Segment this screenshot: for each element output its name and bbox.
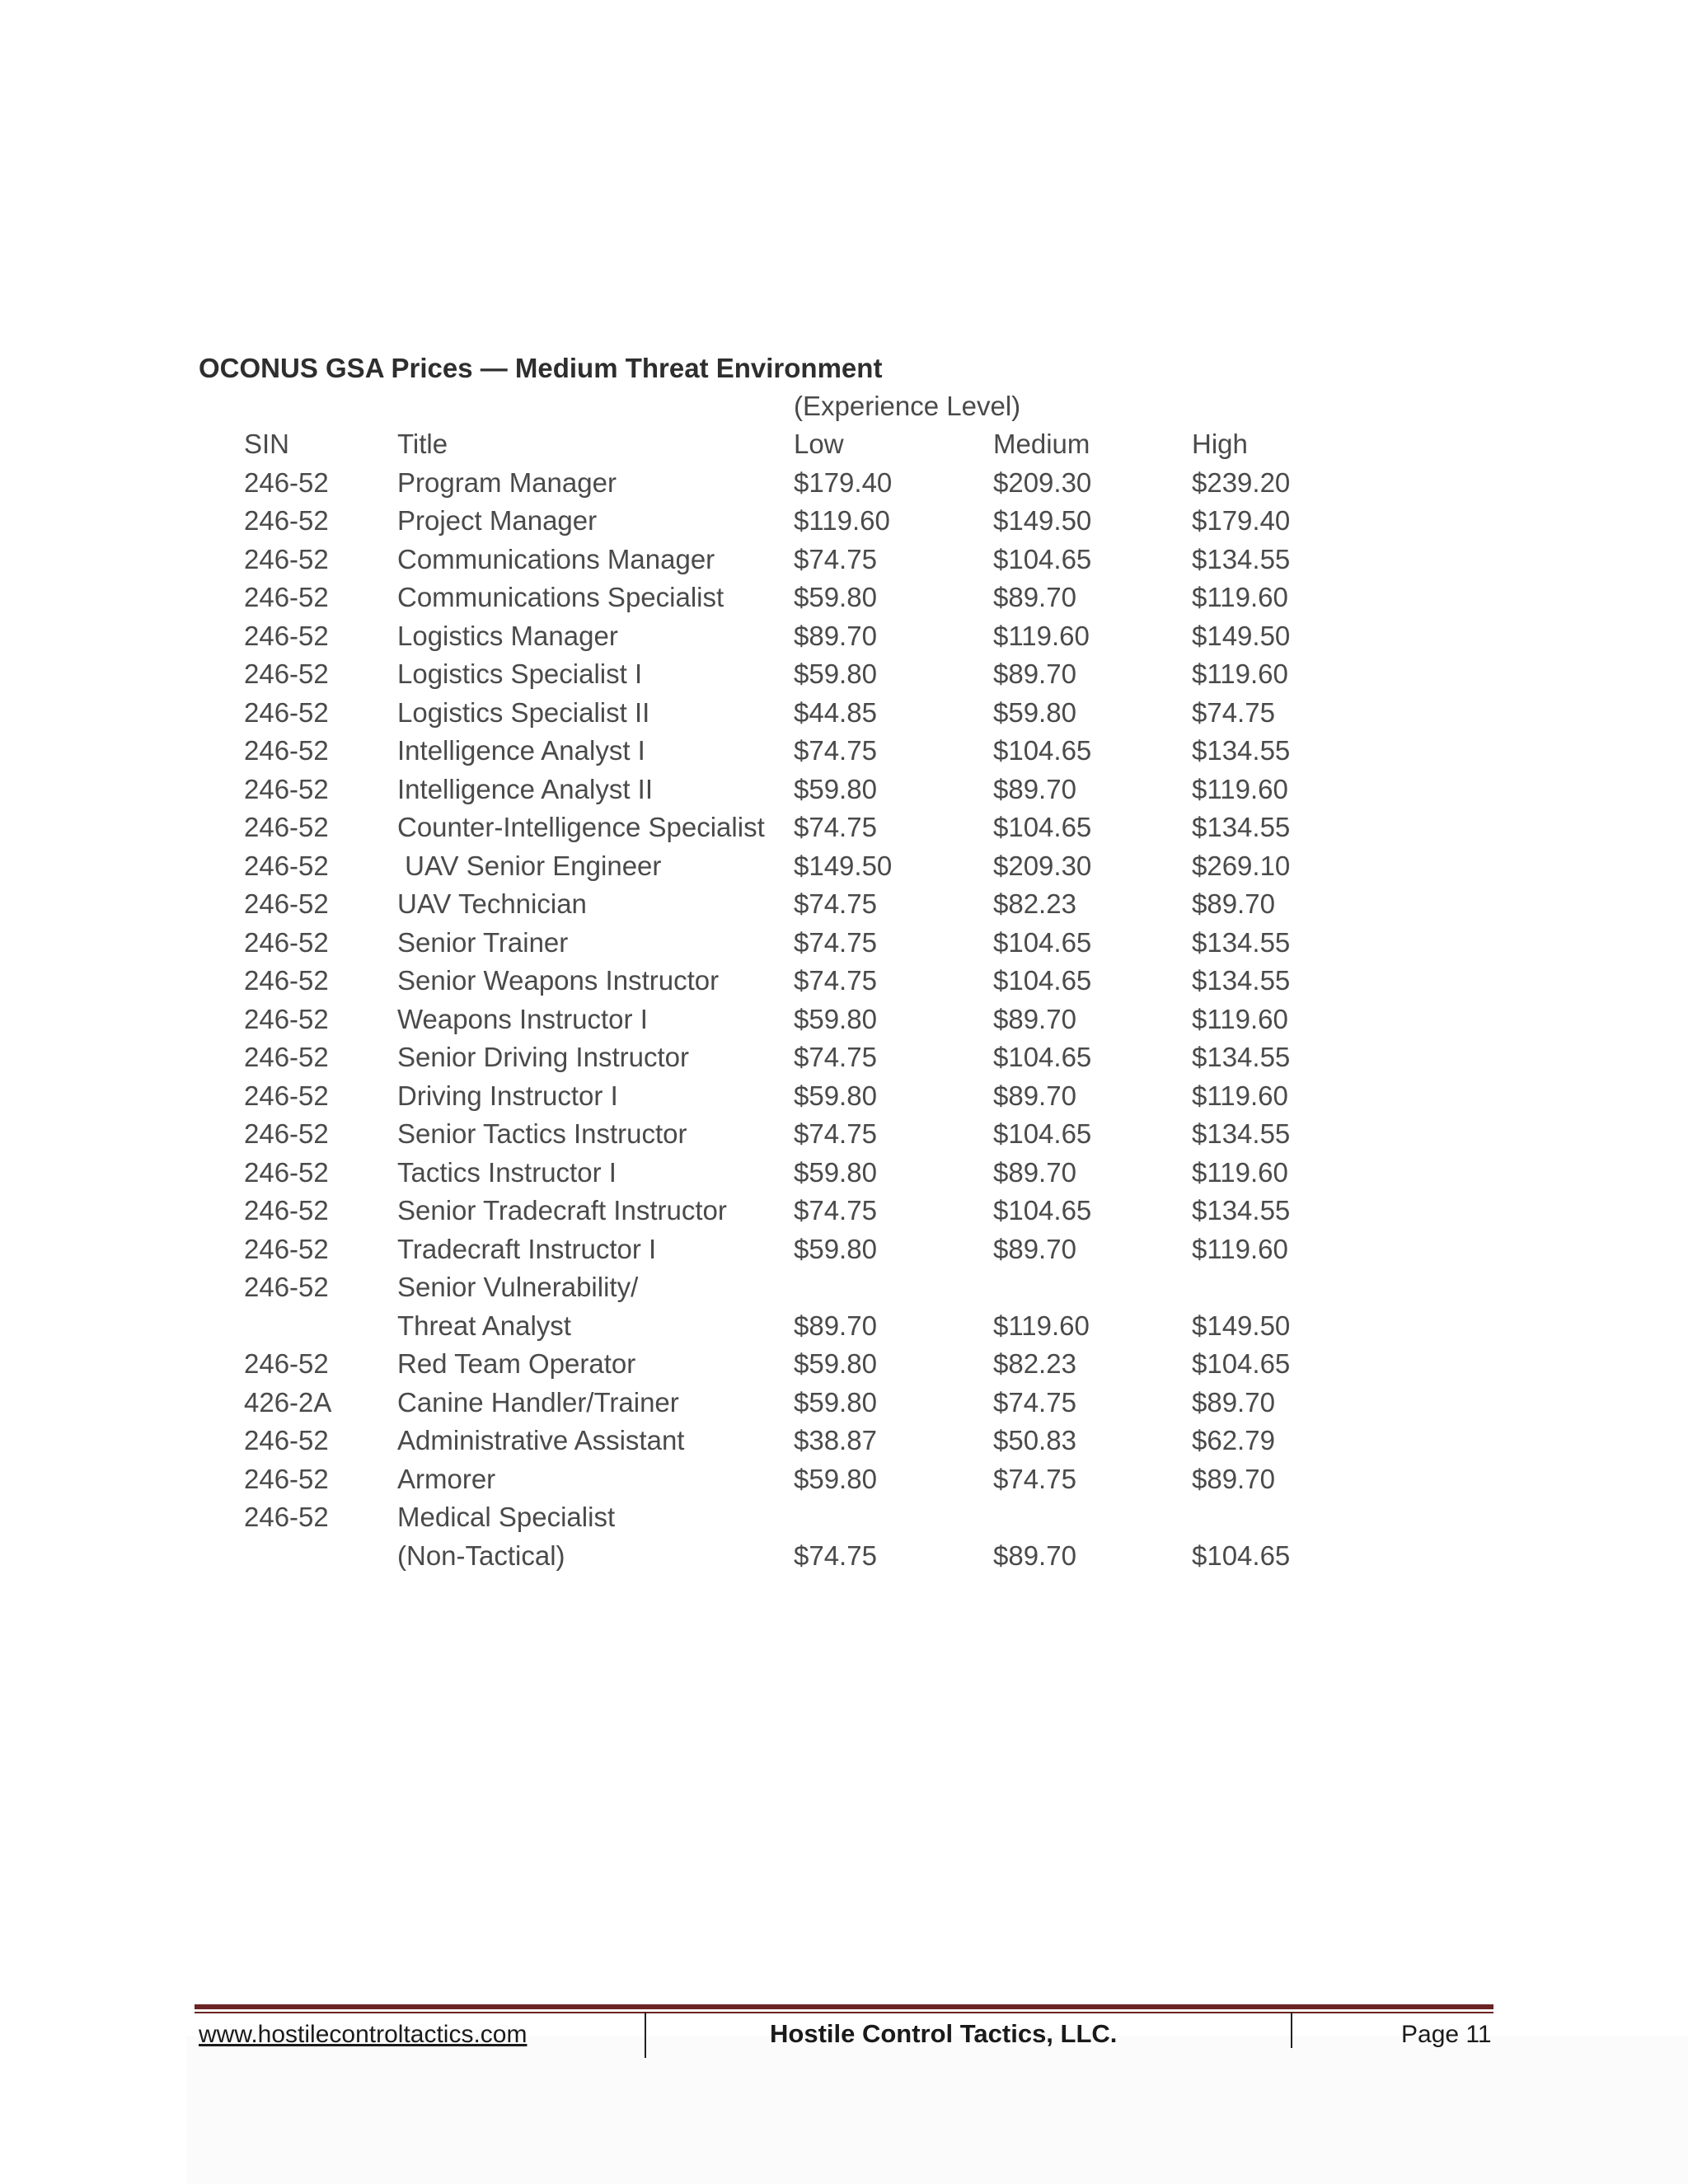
table-row [244,655,1332,694]
table-row [244,1115,1332,1154]
cell-sin: 246-52 [244,1156,329,1188]
cell-medium: $209.30 [993,850,1092,881]
cell-medium: $89.70 [993,1233,1076,1264]
cell-low: $89.70 [794,620,877,651]
cell-medium: $104.65 [993,1195,1092,1226]
cell-high: $119.60 [1192,1003,1288,1034]
cell-sin: 246-52 [244,1195,329,1226]
cell-sin: 246-52 [244,1463,329,1494]
cell-medium: $82.23 [993,888,1076,919]
cell-medium: $59.80 [993,696,1076,728]
table-row [244,1001,1332,1039]
cell-high: $119.60 [1192,1080,1288,1111]
page-shadow-area [186,2036,1688,2184]
cell-high: $179.40 [1192,505,1291,536]
cell-title: Counter-Intelligence Specialist [397,812,765,842]
document-title: OCONUS GSA Prices — Medium Threat Environment [199,353,883,383]
cell-title: Communications Specialist [397,582,724,612]
header-title: Title [397,429,448,459]
cell-sin: 246-52 [244,1425,329,1455]
cell-low: $74.75 [794,1042,877,1072]
cell-high: $134.55 [1192,1195,1291,1226]
table-row [244,1154,1332,1193]
cell-high: $119.60 [1192,773,1288,804]
cell-medium: $104.65 [993,1118,1092,1149]
table-row [244,1345,1332,1384]
cell-sin: 246-52 [244,773,329,804]
cell-high: $119.60 [1192,1156,1288,1188]
cell-medium: $89.70 [993,1540,1076,1571]
table-row [244,771,1332,809]
cell-high: $104.65 [1192,1348,1291,1379]
cell-title: Tactics Instructor I [397,1156,617,1188]
cell-sin: 246-52 [244,1118,329,1149]
cell-medium: $82.23 [993,1348,1076,1379]
cell-title: Senior Vulnerability/ [397,1272,639,1302]
cell-high: $119.60 [1192,582,1288,612]
table-row [244,617,1332,656]
cell-title: UAV Technician [397,888,587,919]
cell-title: Logistics Specialist II [397,696,650,728]
table-row [244,1307,1332,1346]
cell-sin: 246-52 [244,696,329,728]
table-row [244,464,1332,503]
cell-low: $59.80 [794,1348,877,1379]
cell-medium: $74.75 [993,1463,1076,1494]
cell-title: Intelligence Analyst I [397,735,645,766]
cell-title: Intelligence Analyst II [397,773,654,804]
cell-title: Senior Trainer [397,926,569,958]
cell-high: $134.55 [1192,735,1291,766]
cell-sin: 246-52 [244,965,329,996]
cell-sin: 246-52 [244,505,329,536]
cell-low: $89.70 [794,1310,877,1341]
header-sin: SIN [244,429,290,459]
cell-high: $74.75 [1192,696,1275,728]
cell-medium: $89.70 [993,1080,1076,1111]
cell-low: $44.85 [794,696,877,728]
cell-low: $74.75 [794,1540,877,1571]
cell-medium: $104.65 [993,1042,1092,1072]
cell-high: $104.65 [1192,1540,1291,1571]
table-row [244,541,1332,579]
footer-divider-right [1291,2012,1292,2048]
cell-title: (Non-Tactical) [397,1540,565,1571]
table-row [244,1268,1332,1307]
cell-sin: 246-52 [244,658,329,689]
cell-high: $149.50 [1192,620,1291,651]
cell-title: Project Manager [397,505,598,536]
cell-sin: 246-52 [244,1003,329,1034]
cell-low: $74.75 [794,735,877,766]
header-low: Low [794,429,844,459]
cell-medium: $89.70 [993,1156,1076,1188]
table-row [244,847,1332,886]
cell-high: $134.55 [1192,812,1291,842]
cell-low: $59.80 [794,658,877,689]
cell-sin: 246-52 [244,1502,329,1532]
cell-title: UAV Senior Engineer [397,850,662,881]
cell-title: Threat Analyst [397,1310,571,1341]
cell-title: Driving Instructor I [397,1080,618,1111]
cell-high: $89.70 [1192,1386,1275,1418]
cell-low: $59.80 [794,1080,877,1111]
cell-low: $59.80 [794,1156,877,1188]
footer-rule-thin [195,2012,1493,2013]
table-row [244,1230,1332,1269]
cell-title: Medical Specialist [397,1502,616,1532]
table-row [244,962,1332,1001]
table-row [244,732,1332,771]
cell-medium: $104.65 [993,965,1092,996]
cell-high: $62.79 [1192,1425,1275,1455]
cell-low: $74.75 [794,888,877,919]
cell-sin: 246-52 [244,466,329,498]
cell-medium: $119.60 [993,620,1090,651]
cell-title: Senior Tradecraft Instructor [397,1195,727,1226]
cell-title: Weapons Instructor I [397,1003,648,1034]
cell-low: $74.75 [794,926,877,958]
cell-sin: 246-52 [244,888,329,919]
table-row [244,924,1332,963]
cell-title: Administrative Assistant [397,1425,685,1455]
cell-sin: 426-2A [244,1386,332,1418]
cell-low: $59.80 [794,1386,877,1418]
cell-medium: $104.65 [993,735,1092,766]
cell-low: $59.80 [794,582,877,612]
cell-high: $269.10 [1192,850,1291,881]
cell-title: Senior Weapons Instructor [397,965,720,996]
cell-high: $239.20 [1192,466,1291,498]
cell-low: $74.75 [794,1195,877,1226]
footer-divider-left [645,2012,646,2058]
cell-high: $89.70 [1192,888,1275,919]
cell-medium: $50.83 [993,1425,1076,1455]
cell-high: $119.60 [1192,1233,1288,1264]
cell-high: $134.55 [1192,1118,1291,1149]
cell-sin: 246-52 [244,850,329,881]
cell-high: $119.60 [1192,658,1288,689]
cell-low: $179.40 [794,466,893,498]
cell-title: Logistics Manager [397,620,618,651]
website-link[interactable]: www.hostilecontroltactics.com [199,2021,528,2048]
cell-high: $89.70 [1192,1463,1275,1494]
table-row [244,502,1332,541]
cell-medium: $89.70 [993,773,1076,804]
cell-low: $149.50 [794,850,893,881]
cell-sin: 246-52 [244,812,329,842]
cell-sin: 246-52 [244,1348,329,1379]
cell-title: Senior Driving Instructor [397,1042,689,1072]
cell-high: $134.55 [1192,1042,1291,1072]
cell-low: $119.60 [794,505,890,536]
cell-low: $74.75 [794,1118,877,1149]
cell-high: $134.55 [1192,965,1291,996]
experience-level-label: (Experience Level) [794,391,1021,421]
cell-title: Program Manager [397,466,617,498]
table-row [244,694,1332,733]
cell-title: Tradecraft Instructor I [397,1233,657,1264]
table-row [244,1460,1332,1499]
table-header-row [244,425,1332,464]
cell-sin: 246-52 [244,582,329,612]
cell-sin: 246-52 [244,735,329,766]
cell-medium: $149.50 [993,505,1092,536]
cell-low: $59.80 [794,1233,877,1264]
cell-low: $74.75 [794,812,877,842]
table-row [244,808,1332,847]
cell-medium: $89.70 [993,582,1076,612]
cell-low: $38.87 [794,1425,877,1455]
cell-title: Senior Tactics Instructor [397,1118,687,1149]
cell-sin: 246-52 [244,543,329,574]
cell-high: $134.55 [1192,926,1291,958]
cell-title: Armorer [397,1463,496,1494]
header-medium: Medium [993,429,1090,459]
cell-medium: $104.65 [993,926,1092,958]
cell-low: $59.80 [794,773,877,804]
cell-sin: 246-52 [244,620,329,651]
page-number: Page 11 [1401,2021,1492,2048]
price-table [244,425,1332,1575]
cell-low: $59.80 [794,1463,877,1494]
cell-sin: 246-52 [244,926,329,958]
cell-medium: $104.65 [993,812,1092,842]
table-row [244,1498,1332,1537]
cell-high: $134.55 [1192,543,1291,574]
cell-low: $74.75 [794,543,877,574]
company-name: Hostile Control Tactics, LLC. [770,2019,1118,2048]
table-row [244,1537,1332,1576]
cell-medium: $89.70 [993,1003,1076,1034]
table-row [244,1384,1332,1422]
table-row [244,579,1332,617]
cell-medium: $209.30 [993,466,1092,498]
cell-title: Canine Handler/Trainer [397,1386,679,1418]
table-row [244,1077,1332,1116]
cell-title: Communications Manager [397,543,715,574]
cell-low: $59.80 [794,1003,877,1034]
table-body [244,464,1332,1576]
cell-medium: $104.65 [993,543,1092,574]
cell-medium: $89.70 [993,658,1076,689]
cell-title: Red Team Operator [397,1348,636,1379]
table-row [244,1192,1332,1230]
cell-sin: 246-52 [244,1233,329,1264]
footer-rule [195,2004,1493,2009]
cell-low: $74.75 [794,965,877,996]
cell-high: $149.50 [1192,1310,1291,1341]
header-high: High [1192,429,1248,459]
cell-sin: 246-52 [244,1272,329,1302]
table-row [244,1422,1332,1460]
cell-sin: 246-52 [244,1042,329,1072]
cell-medium: $74.75 [993,1386,1076,1418]
table-row [244,885,1332,924]
cell-title: Logistics Specialist I [397,658,643,689]
cell-sin: 246-52 [244,1080,329,1111]
table-row [244,1038,1332,1077]
cell-medium: $119.60 [993,1310,1090,1341]
